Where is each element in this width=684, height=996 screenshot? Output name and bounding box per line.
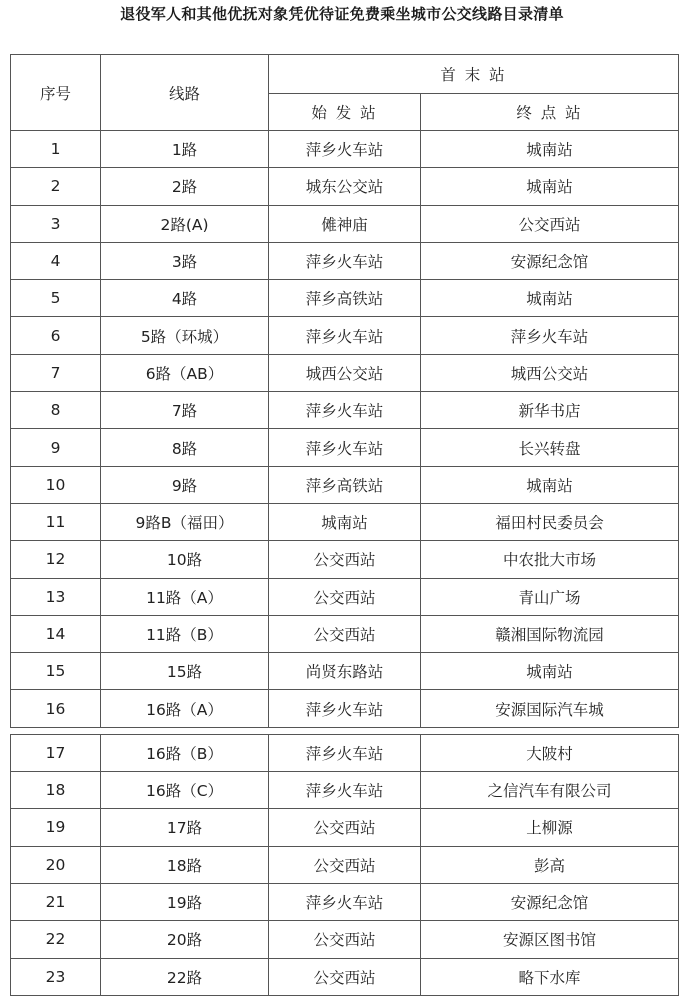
table-row [11, 772, 679, 809]
cell-end-station: 彭高 [421, 846, 679, 883]
cell-route: 18路 [101, 846, 269, 883]
cell-route: 2路 [101, 168, 269, 205]
cell-route: 11路（B） [101, 615, 269, 652]
cell-end-station: 萍乡火车站 [421, 317, 679, 354]
cell-seq: 2 [11, 168, 101, 205]
cell-seq: 8 [11, 392, 101, 429]
cell-start-station: 公交西站 [269, 809, 421, 846]
cell-end-station: 福田村民委员会 [421, 503, 679, 540]
cell-start-station: 萍乡火车站 [269, 734, 421, 771]
cell-end-station: 中农批大市场 [421, 541, 679, 578]
cell-start-station: 公交西站 [269, 615, 421, 652]
header-start-station: 始 发 站 [269, 94, 421, 131]
cell-seq: 17 [11, 734, 101, 771]
cell-route: 3路 [101, 242, 269, 279]
cell-seq: 12 [11, 541, 101, 578]
cell-route: 20路 [101, 921, 269, 958]
cell-route: 7路 [101, 392, 269, 429]
table-row [11, 921, 679, 958]
cell-seq: 21 [11, 883, 101, 920]
cell-start-station: 萍乡火车站 [269, 392, 421, 429]
cell-end-station: 青山广场 [421, 578, 679, 615]
header-terminals: 首 末 站 [269, 55, 679, 94]
cell-start-station: 傩神庙 [269, 205, 421, 242]
cell-start-station: 公交西站 [269, 921, 421, 958]
table-row [11, 429, 679, 466]
cell-route: 16路（B） [101, 734, 269, 771]
page-title: 退役军人和其他优抚对象凭优待证免费乘坐城市公交线路目录清单 [120, 5, 564, 23]
table-row [11, 503, 679, 540]
cell-seq: 9 [11, 429, 101, 466]
table-row [11, 690, 679, 727]
table-row [11, 615, 679, 652]
cell-end-station: 之信汽车有限公司 [421, 772, 679, 809]
cell-route: 4路 [101, 280, 269, 317]
header-end-station: 终 点 站 [421, 94, 679, 131]
cell-end-station: 赣湘国际物流园 [421, 615, 679, 652]
table-row [11, 958, 679, 995]
cell-seq: 13 [11, 578, 101, 615]
cell-route: 2路(A) [101, 205, 269, 242]
header-row-top [11, 55, 679, 94]
table-row [11, 883, 679, 920]
cell-start-station: 公交西站 [269, 541, 421, 578]
cell-route: 1路 [101, 131, 269, 168]
cell-end-station: 城南站 [421, 280, 679, 317]
cell-seq: 10 [11, 466, 101, 503]
cell-route: 6路（AB） [101, 354, 269, 391]
table-row [11, 392, 679, 429]
cell-start-station: 城西公交站 [269, 354, 421, 391]
table-row [11, 280, 679, 317]
cell-end-station: 城南站 [421, 653, 679, 690]
cell-route: 17路 [101, 809, 269, 846]
cell-seq: 18 [11, 772, 101, 809]
cell-route: 10路 [101, 541, 269, 578]
cell-seq: 15 [11, 653, 101, 690]
cell-end-station: 城南站 [421, 466, 679, 503]
cell-seq: 1 [11, 131, 101, 168]
table-row [11, 541, 679, 578]
cell-start-station: 公交西站 [269, 958, 421, 995]
table-row [11, 242, 679, 279]
table-row [11, 131, 679, 168]
table-row [11, 354, 679, 391]
cell-route: 16路（A） [101, 690, 269, 727]
cell-seq: 16 [11, 690, 101, 727]
cell-start-station: 城东公交站 [269, 168, 421, 205]
table-row [11, 168, 679, 205]
table-row [11, 809, 679, 846]
cell-end-station: 大陂村 [421, 734, 679, 771]
cell-start-station: 萍乡火车站 [269, 429, 421, 466]
page-break-gap [11, 727, 679, 734]
table-row [11, 466, 679, 503]
cell-end-station: 安源纪念馆 [421, 242, 679, 279]
cell-route: 9路 [101, 466, 269, 503]
cell-start-station: 萍乡火车站 [269, 883, 421, 920]
cell-seq: 7 [11, 354, 101, 391]
page-break-cell [11, 727, 679, 734]
cell-route: 15路 [101, 653, 269, 690]
cell-seq: 3 [11, 205, 101, 242]
cell-end-station: 上柳源 [421, 809, 679, 846]
cell-end-station: 安源纪念馆 [421, 883, 679, 920]
cell-end-station: 长兴转盘 [421, 429, 679, 466]
cell-end-station: 公交西站 [421, 205, 679, 242]
cell-start-station: 公交西站 [269, 846, 421, 883]
cell-start-station: 萍乡高铁站 [269, 466, 421, 503]
cell-seq: 19 [11, 809, 101, 846]
table-row [11, 734, 679, 771]
cell-start-station: 萍乡高铁站 [269, 280, 421, 317]
cell-end-station: 安源国际汽车城 [421, 690, 679, 727]
cell-seq: 14 [11, 615, 101, 652]
cell-end-station: 略下水库 [421, 958, 679, 995]
cell-seq: 22 [11, 921, 101, 958]
cell-route: 16路（C） [101, 772, 269, 809]
cell-seq: 23 [11, 958, 101, 995]
table-row [11, 317, 679, 354]
cell-seq: 6 [11, 317, 101, 354]
cell-end-station: 城南站 [421, 131, 679, 168]
cell-end-station: 安源区图书馆 [421, 921, 679, 958]
table-row [11, 653, 679, 690]
cell-start-station: 公交西站 [269, 578, 421, 615]
cell-seq: 11 [11, 503, 101, 540]
cell-route: 19路 [101, 883, 269, 920]
cell-start-station: 萍乡火车站 [269, 317, 421, 354]
cell-end-station: 城南站 [421, 168, 679, 205]
cell-start-station: 城南站 [269, 503, 421, 540]
table-row [11, 846, 679, 883]
header-route: 线路 [101, 55, 269, 131]
cell-end-station: 城西公交站 [421, 354, 679, 391]
cell-route: 8路 [101, 429, 269, 466]
cell-route: 5路（环城） [101, 317, 269, 354]
table-row [11, 205, 679, 242]
cell-start-station: 尚贤东路站 [269, 653, 421, 690]
cell-route: 11路（A） [101, 578, 269, 615]
cell-route: 9路B（福田） [101, 503, 269, 540]
table-row [11, 578, 679, 615]
cell-seq: 5 [11, 280, 101, 317]
cell-route: 22路 [101, 958, 269, 995]
cell-start-station: 萍乡火车站 [269, 242, 421, 279]
header-seq: 序号 [11, 55, 101, 131]
cell-start-station: 萍乡火车站 [269, 690, 421, 727]
cell-end-station: 新华书店 [421, 392, 679, 429]
cell-seq: 4 [11, 242, 101, 279]
cell-start-station: 萍乡火车站 [269, 772, 421, 809]
bus-route-table [10, 54, 679, 996]
cell-seq: 20 [11, 846, 101, 883]
cell-start-station: 萍乡火车站 [269, 131, 421, 168]
